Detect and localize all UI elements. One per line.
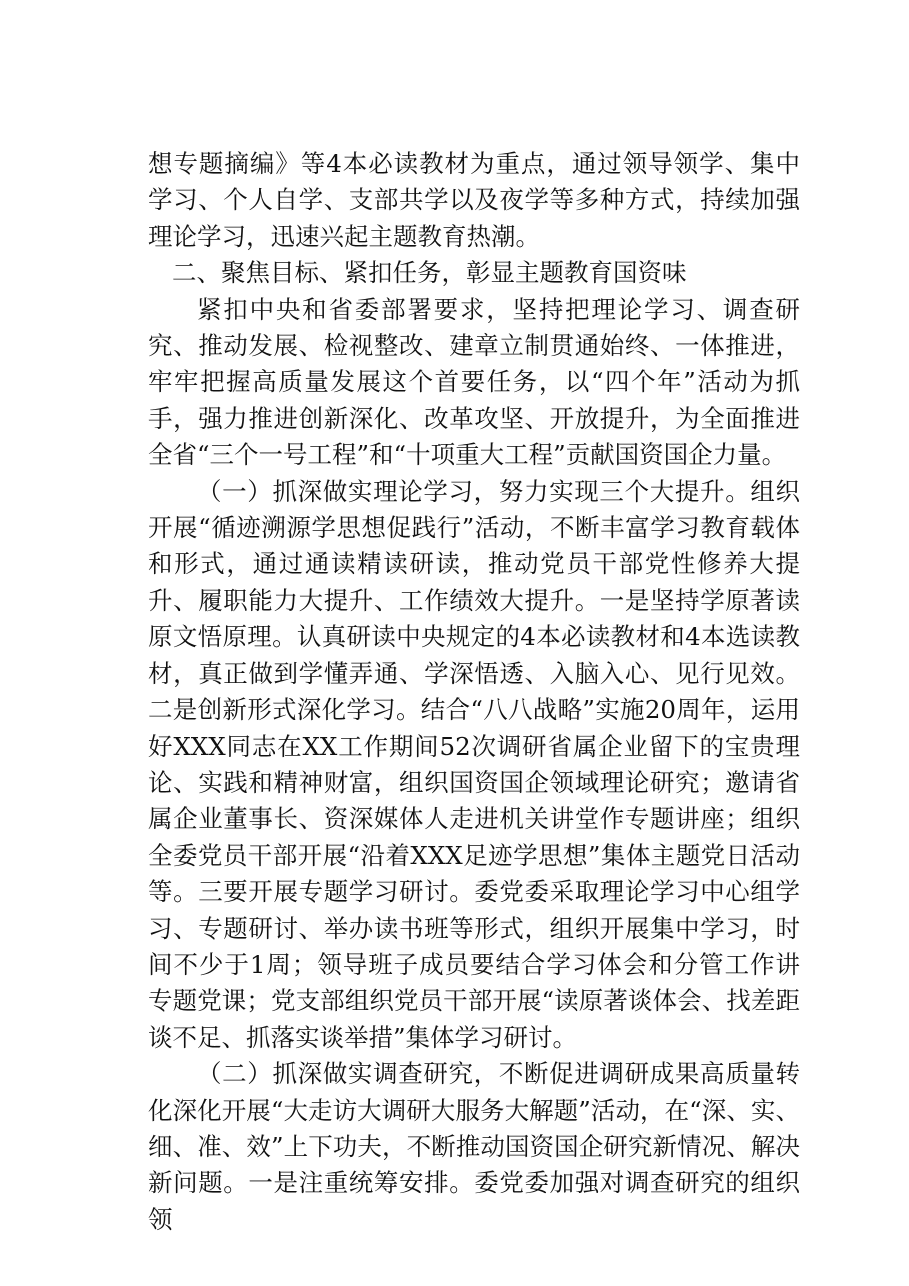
section-heading-two: 二、聚焦目标、紧扣任务，彰显主题教育国资味	[172, 258, 687, 288]
document-body	[148, 146, 800, 1238]
paragraph-research: （二）抓深做实调查研究，不断促进调研成果高质量转化深化开展“大走访大调研大服务大解题”活动，在“深、实、细、准、效”上下功夫，不断推动国资国企研究新情况、解决新问题。一是注重统筹安排。委党委加强对调查研究的组织领	[148, 1059, 800, 1234]
paragraph-continuation: 想专题摘编》等4本必读教材为重点，通过领导领学、集中学习、个人自学、支部共学以及夜学等多种方式，持续加强理论学习，迅速兴起主题教育热潮。	[148, 149, 800, 251]
paragraph-overview: 紧扣中央和省委部署要求，坚持把理论学习、调查研究、推动发展、检视整改、建章立制贯通始终、一体推进，牢牢把握高质量发展这个首要任务，以“四个年”活动为抓手，强力推进创新深化、改革攻坚、开放提升，为全面推进全省“三个一号工程”和“十项重大工程”贡献国资国企力量。	[148, 294, 800, 470]
paragraph-theory-study: （一）抓深做实理论学习，努力实现三个大提升。组织开展“循迹溯源学思想促践行”活动，不断丰富学习教育载体和形式，通过通读精读研读，推动党员干部党性修养大提升、履职能力大提升、工作绩效大提升。一是坚持学原著读原文悟原理。认真研读中央规定的4本必读教材和4本选读教材，真正做到学懂弄通、学深悟透、入脑入心、见行见效。二是创新形式深化学习。结合“八八战略”实施20周年，运用好XXX同志在XX工作期间52次调研省属企业留下的宝贵理论、实践和精神财富，组织国资国企领域理论研究；邀请省属企业董事长、资深媒体人走进机关讲堂作专题讲座；组织全委党员干部开展“沿着XXX足迹学思想”集体主题党日活动等。三要开展专题学习研讨。委党委采取理论学习中心组学习、专题研讨、举办读书班等形式，组织开展集中学习，时间不少于1周；领导班子成员要结合学习体会和分管工作讲专题党课；党支部组织党员干部开展“读原著谈体会、找差距谈不足、抓落实谈举措”集体学习研讨。	[148, 476, 800, 1052]
